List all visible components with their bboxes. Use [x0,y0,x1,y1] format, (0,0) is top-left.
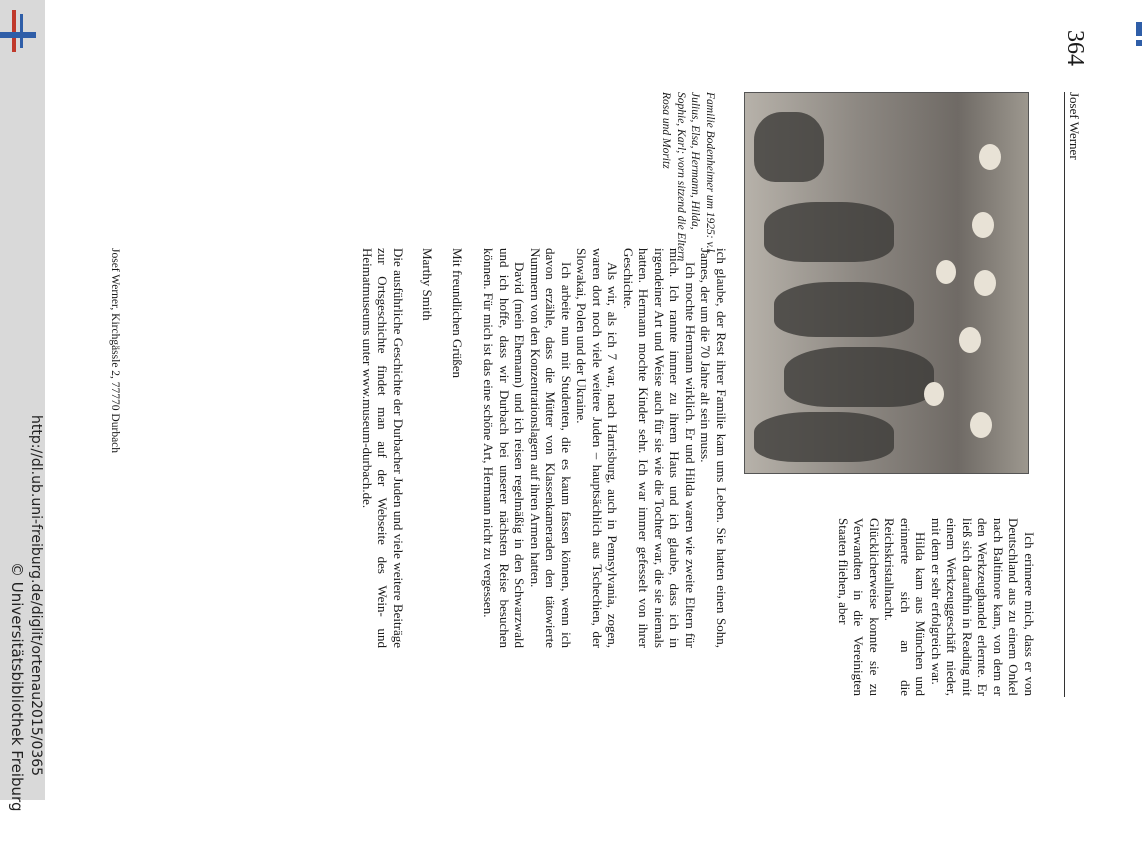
source-url[interactable]: http://dl.ub.uni-freiburg.de/diglit/ortenau2015/0365 [28,415,44,777]
paragraph: David (mein Ehemann) und ich reisen regelmäßig in den Schwarzwald und ich hoffe, dass wir Durbach bei unserer nächsten Reise besuchen können. Für mich ist das eine schöne Art, Hermann nicht zu vergessen. [481,248,528,648]
main-text [179,248,729,648]
library-logo-icon-cross [0,32,36,38]
letter-signature: Marthy Smith [420,248,436,321]
paragraph: Ich erinnere mich, dass er von Deutschland aus zu einem Onkel nach Baltimore kam, von dem er den Werkzeughandel erlernte. Er ließ sich daraufhin in Reading mit einem Werkzeuggeschäft nieder, mit dem er sehr erfolgreich war. [929,518,1037,696]
author-address: Josef Werner, Kirchgässle 2, 77770 Durbach [109,248,121,454]
paragraph: Ich mochte Hermann wirklich. Er und Hilda waren wie zweite Eltern für mich. Ich rannte immer zu ihrem Haus und ich glaube, dass ich in irgendeiner Art und Weise auch für sie wie die Tochter war, die sie niemals hatten. Hermann mochte Kinder sehr. Ich war immer gefesselt von ihrer Geschichte. [621,248,698,648]
paragraph: ich glaube, der Rest ihrer Familie kam ums Leben. Sie hatten einen Sohn, James, der um die 70 Jahre alt sein muss. [698,248,729,648]
running-head: Josef Werner [1067,92,1082,160]
family-photo [744,92,1029,474]
copyright-label: © Universitätsbibliothek Freiburg [8,562,26,812]
page-number: 364 [1062,30,1088,66]
paragraph: Als wir, als ich 7 war, nach Harrisburg, auch in Pennsylvania, zogen, waren dort noch viele weitere Juden – hauptsächlich aus Tschechien, der Slowakai, Polen und der Ukraine. [574,248,621,648]
right-column-text [807,518,1037,696]
letter-closing: Mit freundlichen Grüßen [450,248,465,378]
footnote: Die ausführliche Geschichte der Durbacher Juden und viele weitere Beiträge zur Ortsgeschichte findet man auf der Webseite des Wein- und Heimatmuseums unter www.museum-durbach.de. [360,248,406,648]
photo-caption: Familie Bodenheimer um 1925: v.l. Julius, Elsa, Hermann, Hilda, Sophie, Karl; vorn sitzend die Eltern Rosa und Moritz [660,92,716,262]
corner-logo-icon [1136,22,1142,36]
paragraph: Hilda kam aus München und erinnerte sich an die Reichskristallnacht. Glücklicherweise konnte sie zu Verwandten in die Vereinigten Staaten fliehen, aber [836,518,929,696]
library-logo-icon [12,10,16,52]
header-rule [1064,92,1065,697]
paragraph: Ich arbeite nun mit Studenten, die es kaum fassen können, wenn ich davon erzähle, dass die Mütter von Klassenkameraden den tätowierte Nummern von den Konzentrationslagern auf ihren Armen hatten. [528,248,574,648]
corner-logo-icon-dot [1136,40,1142,46]
library-logo-icon-bar [20,14,23,48]
